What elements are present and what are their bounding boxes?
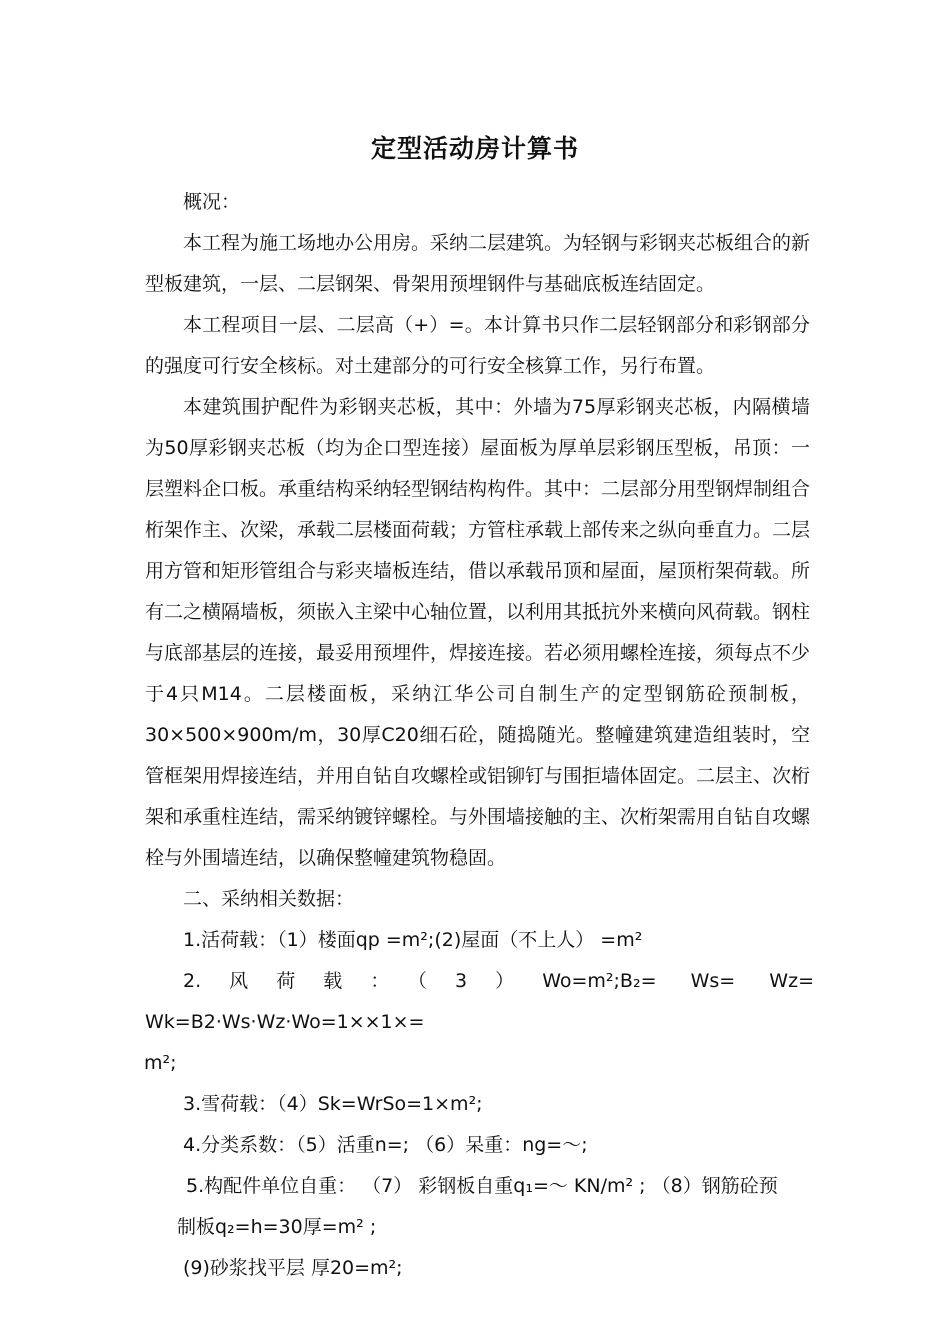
document-title: 定型活动房计算书 [370,134,579,163]
document-body [144,182,814,1289]
item-wind-load-unit: m²; [144,1052,177,1074]
paragraph-structure: 本建筑围护配件为彩钢夹芯板，其中：外墙为75厚彩钢夹芯板，内隔横墙为50厚彩钢夹芯板（均为企口型连接）屋面板为厚单层彩钢压型板，吊顶：一层塑料企口板。承重结构采纳轻型钢结构构件。其中：二层部分用型钢焊制组合桁架作主、次梁，承载二层楼面荷载；方管柱承载上部传来之纵向垂直力。二层用方管和矩形管组合与彩夹墙板连结，借以承载吊顶和屋面，屋顶桁架荷载。所有二之横隔墙板，须嵌入主梁中心轴位置，以利用其抵抗外来横向风荷载。钢柱与底部基层的连接，最妥用预埋件，焊接连接。若必须用螺栓连接，须每点不少于4只M14。二层楼面板，采纳江华公司自制生产的定型钢筋砼预制板，30×500×900m/m，30厚C20细石砼，随捣随光。整幢建筑建造组装时，空管框架用焊接连结，并用自钻自攻螺栓或铝铆钉与围拒墙体固定。二层主、次桁架和承重柱连结，需采纳镀锌螺栓。与外围墙接触的主、次桁架需用自钻自攻螺栓与外围墙连结，以确保整幢建筑物稳固。 [145,396,811,869]
item-live-load: 1.活荷载：（1）楼面qp =m²;(2)屋面（不上人） =m² [183,929,643,951]
paragraph-scope: 本工程项目一层、二层高（+）=。本计算书只作二层轻钢部分和彩钢部分的强度可行安全核标。对土建部分的可行安全核算工作，另行布置。 [145,314,810,377]
section-heading-data: 二、采纳相关数据： [183,888,355,910]
paragraph-overview: 概况： [183,191,241,213]
item-mortar-layer: (9)砂浆找平层 厚20=m²; [183,1257,403,1279]
paragraph-project-intro: 本工程为施工场地办公用房。采纳二层建筑。为轻钢与彩钢夹芯板组合的新型板建筑，一层、二层钢架、骨架用预埋钢件与基础底板连结固定。 [145,232,811,295]
item-self-weight: 5.构配件单位自重： （7） 彩钢板自重q₁=～ KN/m² ; （8）钢筋砼预 [186,1175,778,1197]
item-snow-load: 3.雪荷载：（4）Sk=WrSo=1×m²; [183,1093,483,1115]
item-factors: 4.分类系数：（5）活重n=; （6）呆重：ng=～; [183,1134,588,1156]
item-wind-load: 2.风荷载：（3）Wo=m²;B₂= Ws= Wz= Wk=B2·Ws·Wz·Wo=1××1×= [145,970,814,1033]
item-self-weight-cont: 制板q₂=h=30厚=m² ; [177,1216,377,1238]
